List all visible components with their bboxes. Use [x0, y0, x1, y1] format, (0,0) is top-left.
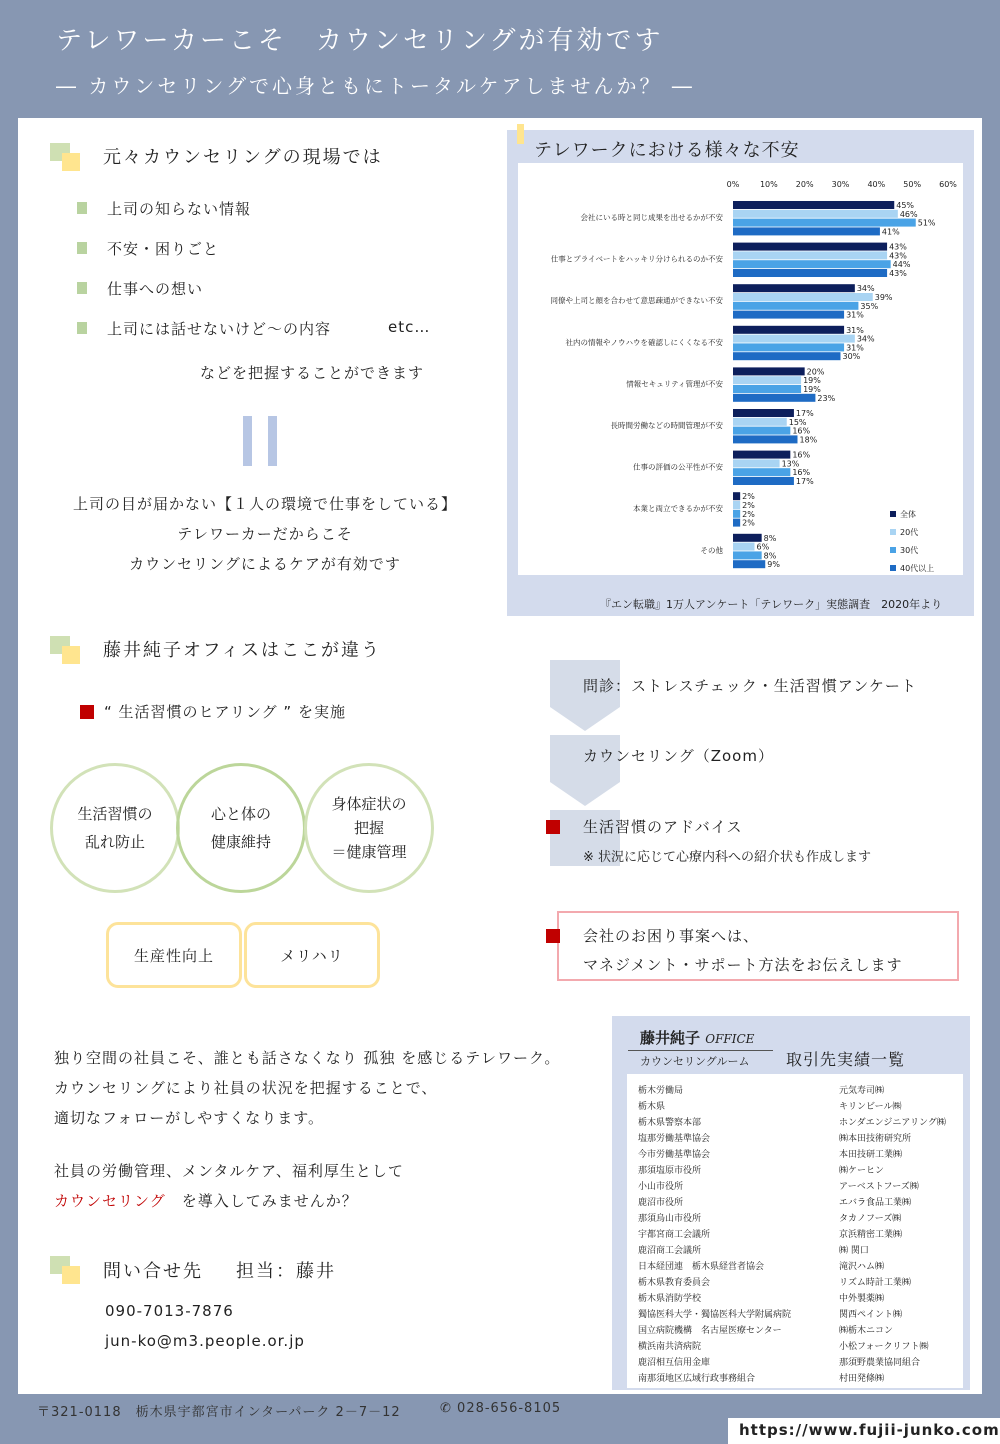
bar-value-label: 35% — [860, 301, 879, 311]
client-item: 那須塩原市役所 — [638, 1166, 702, 1176]
bar-value-label: 41% — [881, 227, 900, 237]
client-item: 那須烏山市役所 — [638, 1214, 702, 1224]
bar-value-label: 34% — [856, 334, 875, 344]
bar — [733, 335, 855, 343]
contact-phone[interactable]: 090-7013-7876 — [105, 1302, 234, 1320]
client-item: 京浜精密工業㈱ — [839, 1230, 903, 1240]
circle-text: 生活習慣の — [77, 805, 153, 823]
client-item: エバラ食品工業㈱ — [839, 1198, 912, 1208]
bar-value-label: 15% — [788, 417, 807, 427]
client-item: 栃木県消防学校 — [638, 1294, 702, 1304]
bar-value-label: 44% — [892, 260, 911, 270]
bullet-item: 不安・困りごと — [107, 240, 220, 258]
bar-value-label: 16% — [792, 426, 811, 436]
legend-swatch — [890, 547, 896, 553]
company-support-line2: マネジメント・サポート方法をお伝えします — [583, 956, 903, 974]
circle-text: 身体症状の — [331, 795, 407, 813]
chart-source: 『エン転職』1万人アンケート「テレワーク」実態調査 2020年より — [600, 598, 943, 611]
chart-title: テレワークにおける様々な不安 — [534, 140, 800, 161]
page-title: テレワーカーこそ カウンセリングが有効です — [56, 26, 664, 56]
pill-productivity — [106, 922, 242, 988]
equals-icon — [243, 416, 252, 466]
bar-value-label: 43% — [889, 242, 907, 252]
body-line — [54, 1190, 358, 1211]
bar-value-label: 2% — [742, 518, 755, 528]
client-item: 栃木県 — [638, 1102, 666, 1112]
client-item: 日本経団連 栃木県経営者協会 — [638, 1262, 765, 1272]
clients-list-left — [638, 1083, 791, 1387]
client-item: 滝沢ハム㈱ — [839, 1262, 885, 1272]
bar — [733, 260, 891, 268]
client-item: 小松フォークリフト㈱ — [839, 1342, 929, 1352]
section-marker-icon — [50, 636, 80, 664]
bar — [733, 376, 801, 384]
body-line-rest: を導入してみませんか？ — [165, 1192, 358, 1210]
clients-list-right — [839, 1083, 946, 1387]
client-item: 本田技研工業㈱ — [839, 1150, 903, 1160]
office-name-en: OFFICE — [705, 1032, 755, 1046]
bar — [733, 459, 780, 467]
x-tick-label: 0% — [726, 180, 740, 189]
bar — [733, 543, 755, 551]
x-tick-label: 20% — [795, 180, 814, 189]
flow-arrow-icon — [550, 782, 620, 806]
flow-arrow-icon — [550, 707, 620, 731]
client-item: リズム時計工業㈱ — [839, 1278, 911, 1288]
client-item: 国立病院機構 名古屋医療センター — [638, 1326, 782, 1336]
client-item: ホンダエンジニアリング㈱ — [839, 1118, 946, 1128]
bar-value-label: 31% — [846, 310, 864, 320]
bar — [733, 394, 815, 402]
client-item: 栃木労働局 — [638, 1086, 684, 1096]
chart-flag-icon — [517, 124, 524, 144]
section1-title: 元々カウンセリングの現場では — [103, 147, 383, 168]
bar-value-label: 30% — [842, 352, 861, 362]
counseling-highlight: カウンセリング — [54, 1192, 166, 1210]
circle-symptoms — [304, 763, 434, 893]
bullet-square-icon — [77, 322, 87, 334]
bar-value-label: 16% — [792, 450, 811, 460]
conclusion-line: カウンセリングによるケアが有効です — [129, 555, 401, 573]
x-tick-label: 40% — [867, 180, 886, 189]
bar — [733, 210, 898, 218]
category-label: 同僚や上司と顔を合わせて意思疎通ができない不安 — [550, 296, 723, 306]
bar-value-label: 43% — [889, 251, 907, 261]
bar-value-label: 2% — [742, 501, 755, 510]
bar-value-label: 23% — [817, 393, 836, 403]
client-item: タカノフーズ㈱ — [839, 1214, 902, 1224]
bar-value-label: 18% — [799, 435, 818, 445]
flow-step3: 生活習慣のアドバイス — [583, 818, 743, 836]
pill-text: 生産性向上 — [133, 946, 214, 965]
legend-label: 全体 — [900, 510, 916, 519]
bar-value-label: 8% — [763, 533, 777, 543]
bar — [733, 435, 798, 443]
circle-text: 心と体の — [210, 805, 271, 823]
bar — [733, 519, 740, 527]
bar — [733, 367, 805, 375]
red-square-icon — [80, 705, 94, 719]
bullet-item: 上司には話せないけど～の内容 — [107, 320, 332, 338]
bar — [733, 468, 790, 476]
client-item: キリンビール㈱ — [839, 1102, 902, 1112]
bar — [733, 534, 762, 542]
circle-text: ＝健康管理 — [331, 843, 407, 861]
equals-icon — [268, 416, 277, 466]
category-label: 長時間労働などの時間管理が不安 — [610, 421, 723, 430]
client-item: 栃木県警察本部 — [638, 1118, 702, 1128]
client-item: 小山市役所 — [638, 1182, 684, 1192]
section-marker-icon — [50, 143, 80, 171]
legend-label: 40代以上 — [900, 564, 935, 573]
bar — [733, 427, 790, 435]
bar-value-label: 20% — [806, 367, 825, 377]
bar-value-label: 9% — [767, 560, 780, 570]
bar-value-label: 45% — [896, 201, 915, 210]
bar-chart — [518, 163, 963, 575]
category-label: 社内の情報やノウハウを確認しにくくなる不安 — [565, 337, 723, 347]
body-line: 独り空間の社員こそ、誰とも話さなくなり 孤独 を感じるテレワーク。 — [54, 1049, 561, 1067]
chart-area — [518, 163, 963, 575]
client-item: ㈱ 関口 — [839, 1246, 869, 1256]
client-item: 村田発條㈱ — [839, 1374, 885, 1384]
bar-value-label: 31% — [846, 343, 864, 353]
legend-swatch — [890, 511, 896, 517]
bar — [733, 352, 841, 360]
pill-text: メリハリ — [280, 946, 344, 965]
bullet-square-icon — [77, 282, 87, 294]
bar-value-label: 51% — [917, 218, 936, 228]
bar — [733, 293, 873, 301]
bar-value-label: 39% — [874, 293, 893, 302]
bar-value-label: 2% — [742, 509, 755, 519]
circle-text: 乱れ防止 — [84, 833, 145, 851]
red-square-icon — [546, 929, 560, 943]
bar — [733, 311, 844, 319]
footer-tel — [440, 1401, 561, 1416]
client-item: ㈱本田技術研究所 — [839, 1134, 912, 1144]
bar — [733, 451, 790, 459]
client-item: 獨協医科大学・獨協医科大学附属病院 — [638, 1310, 792, 1320]
bar — [733, 284, 855, 292]
x-tick-label: 10% — [759, 180, 778, 189]
company-support-line1: 会社のお困り事案へは、 — [583, 927, 760, 945]
legend-label: 30代 — [900, 546, 919, 555]
bar-value-label: 34% — [856, 284, 875, 294]
clients-title: 取引先実績一覧 — [786, 1050, 906, 1069]
office-name-text: 藤井純子 — [640, 1029, 701, 1047]
client-item: 南那須地区広域行政事務組合 — [638, 1374, 756, 1384]
bar — [733, 243, 887, 251]
bar — [733, 302, 858, 310]
circle-health — [176, 763, 306, 893]
bar — [733, 251, 887, 259]
hearing-label: “ 生活習慣のヒアリング ” を実施 — [104, 703, 346, 721]
footer-tel-text: 028-656-8105 — [457, 1401, 562, 1416]
bullet-item: 仕事への想い — [107, 280, 204, 298]
footer-url[interactable]: https://www.fujii-junko.com — [739, 1421, 1000, 1439]
legend-swatch — [890, 529, 896, 535]
client-item: 元気寿司㈱ — [839, 1086, 885, 1096]
section2-title: 藤井純子オフィスはここが違う — [103, 640, 382, 661]
circle-lifestyle — [50, 763, 180, 893]
client-item: アーベストフーズ㈱ — [839, 1182, 919, 1192]
bar-value-label: 19% — [803, 385, 821, 394]
bar — [733, 269, 887, 277]
contact-title: 問い合せ先 — [103, 1261, 203, 1282]
client-item: 宇都宮商工会議所 — [638, 1230, 711, 1240]
office-subtitle: カウンセリングルーム — [640, 1055, 750, 1068]
bar — [733, 560, 765, 568]
bar — [733, 510, 740, 518]
office-logo — [640, 1027, 754, 1048]
body-line: 適切なフォローがしやすくなります。 — [54, 1109, 325, 1127]
bar — [733, 219, 916, 227]
circle-text: 把握 — [353, 819, 384, 837]
etc-label: etc… — [388, 318, 431, 336]
bar — [733, 385, 801, 393]
client-item: 関西ペイント㈱ — [839, 1310, 903, 1320]
client-item: 鹿沼商工会議所 — [638, 1246, 702, 1256]
section-marker-icon — [50, 1256, 80, 1284]
page-subtitle: ― カウンセリングで心身ともにトータルケアしませんか？ ― — [56, 74, 695, 98]
bar — [733, 227, 880, 235]
footer-address: 〒321-0118 栃木県宇都宮市インターパーク 2－7－12 — [37, 1405, 401, 1420]
bar-value-label: 2% — [742, 492, 755, 502]
client-item: 鹿沼市役所 — [638, 1198, 684, 1208]
client-item: 塩那労働基準協会 — [638, 1134, 711, 1144]
bar-value-label: 13% — [781, 459, 800, 469]
body-line: 社員の労働管理、メンタルケア、福利厚生として — [54, 1162, 404, 1180]
bullet-item: 上司の知らない情報 — [107, 200, 252, 218]
bar-value-label: 31% — [846, 325, 864, 335]
bar — [733, 492, 740, 500]
category-label: その他 — [700, 545, 723, 555]
client-item: 中外製薬㈱ — [839, 1294, 885, 1304]
bar — [733, 418, 787, 426]
category-label: 情報セキュリティ管理が不安 — [626, 379, 723, 389]
bar-value-label: 8% — [763, 551, 777, 561]
bullet-square-icon — [77, 202, 87, 214]
conclusion-line: 上司の目が届かない【１人の環境で仕事をしている】 — [72, 495, 457, 513]
summary-text: などを把握することができます — [200, 364, 425, 382]
circle-text: 健康維持 — [210, 833, 271, 851]
contact-person: 担当：藤井 — [236, 1261, 336, 1282]
pill-balance — [244, 922, 380, 988]
legend-swatch — [890, 565, 896, 571]
flow-step2: カウンセリング（Zoom） — [583, 747, 774, 765]
client-item: 鹿沼相互信用金庫 — [638, 1358, 711, 1368]
bar-value-label: 17% — [795, 409, 814, 418]
client-item: ㈱ケーヒン — [839, 1166, 885, 1176]
conclusion-line: テレワーカーだからこそ — [177, 525, 353, 543]
bar — [733, 201, 894, 209]
bar — [733, 326, 844, 334]
category-label: 会社にいる時と同じ成果を出せるかが不安 — [580, 213, 723, 222]
x-tick-label: 30% — [831, 180, 850, 189]
legend-label: 20代 — [900, 528, 919, 537]
red-square-icon — [546, 820, 560, 834]
category-label: 仕事の評価の公平性が不安 — [633, 462, 723, 472]
flow-note: ※ 状況に応じて心療内科への紹介状も作成します — [583, 850, 872, 865]
client-item: 横浜南共済病院 — [638, 1342, 702, 1352]
bar-value-label: 6% — [756, 542, 770, 552]
bar-value-label: 17% — [795, 477, 814, 486]
bar — [733, 501, 740, 509]
office-divider — [628, 1050, 773, 1051]
bar — [733, 551, 762, 559]
client-item: 今市労働基準協会 — [638, 1150, 711, 1160]
x-tick-label: 50% — [903, 180, 922, 189]
bar — [733, 477, 794, 485]
client-item: 那須野農業協同組合 — [839, 1358, 921, 1368]
phone-icon: ✆ — [440, 1401, 452, 1416]
category-label: 仕事とプライベートをハッキリ分けられるのか不安 — [550, 254, 723, 264]
client-item: ㈱栃木ニコン — [839, 1326, 894, 1336]
bar-value-label: 46% — [899, 209, 918, 219]
client-item: 栃木県教育委員会 — [638, 1278, 711, 1288]
bar — [733, 343, 844, 351]
bar-value-label: 19% — [803, 376, 821, 386]
category-label: 本業と両立できるかが不安 — [633, 504, 723, 514]
body-line: カウンセリングにより社員の状況を把握することで、 — [54, 1079, 438, 1097]
contact-email[interactable]: jun-ko@m3.people.or.jp — [105, 1332, 305, 1350]
bar-value-label: 43% — [889, 269, 907, 278]
bar — [733, 409, 794, 417]
bar-value-label: 16% — [792, 468, 811, 478]
flow-step1: 問診：ストレスチェック・生活習慣アンケート — [583, 677, 917, 695]
x-tick-label: 60% — [939, 180, 957, 189]
bullet-square-icon — [77, 242, 87, 254]
